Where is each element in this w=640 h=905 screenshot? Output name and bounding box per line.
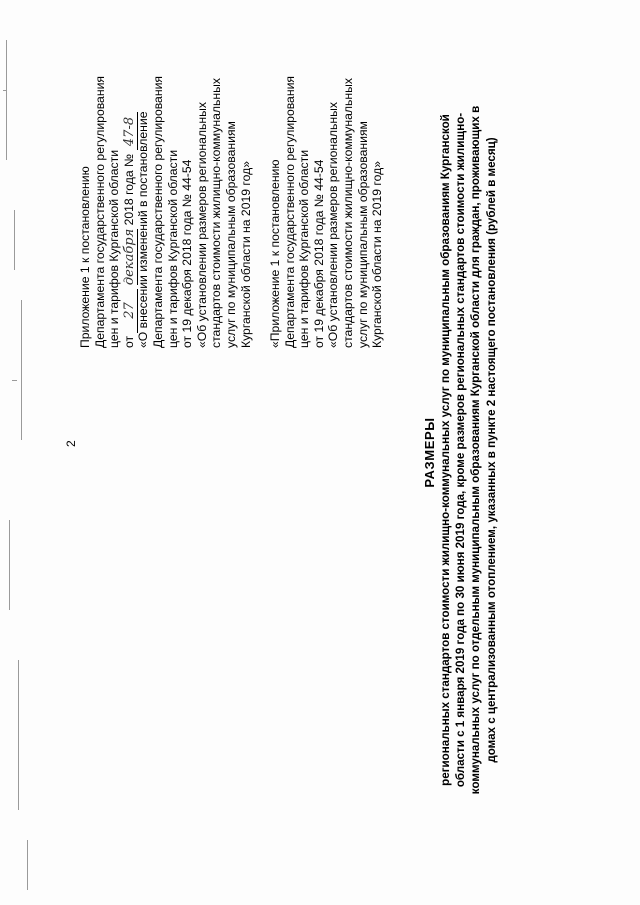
document-title: РАЗМЕРЫ (422, 417, 437, 488)
handwritten-doc-number: 47-8 (121, 116, 137, 147)
appendix-line: Департамента государственного регулирования (92, 76, 107, 348)
description-line: домах с централизованным отоплением, указанных в пункте 2 настоящего постановления (рублей в месяц) (484, 137, 498, 763)
appendix-line: Департамента государственного регулирования (150, 76, 165, 348)
appendix-heading-current (78, 8, 253, 348)
appendix-line: «Приложение 1 к постановлению (268, 159, 282, 348)
appendix-line: цен и тарифов Курганской области (107, 149, 122, 348)
description-line: области с 1 января 2019 года по 30 июня 2019 года, кроме размеров региональных стандартов стоимости жилищно- (454, 112, 468, 788)
appendix-line: «Об установлении размеров региональных (194, 102, 209, 348)
date-year: 2018 года № (121, 153, 136, 226)
page-number: 2 (64, 440, 78, 447)
appendix-line: цен и тарифов Курганской области (297, 149, 312, 348)
appendix-line: услуг по муниципальным образованиям (223, 121, 238, 348)
appendix-line: Приложение 1 к постановлению (78, 166, 92, 348)
date-prefix: от (121, 335, 136, 348)
appendix-line: «Об установлении размеров региональных (326, 102, 341, 348)
appendix-line: Департамента государственного регулирования (282, 76, 297, 348)
appendix-heading-previous (268, 8, 385, 348)
appendix-line: «О внесении изменений в постановление (136, 111, 151, 348)
appendix-line: стандартов стоимости жилищно-коммунальных (209, 78, 224, 348)
appendix-line: от 19 декабря 2018 года № 44-54 (311, 159, 326, 348)
handwritten-day: 27 (121, 302, 137, 319)
appendix-line: Курганской области на 2019 год» (238, 161, 253, 348)
appendix-line: стандартов стоимости жилищно-коммунальных (340, 78, 355, 348)
appendix-line: услуг по муниципальным образованиям (355, 121, 370, 348)
description-line: региональных стандартов стоимости жилищно-коммунальных услуг по муниципальным образованиям Курганской (439, 114, 452, 786)
appendix-date-line (122, 8, 137, 348)
appendix-line: от 19 декабря 2018 года № 44-54 (180, 159, 195, 348)
description-line: коммунальных услуг по отдельным муниципальным образованиям Курганской области для граждан, проживающих в (469, 105, 483, 795)
appendix-line: цен и тарифов Курганской области (165, 149, 180, 348)
appendix-line: Курганской области на 2019 год» (370, 161, 385, 348)
handwritten-month: декабря (121, 228, 137, 286)
document-description (438, 45, 499, 855)
